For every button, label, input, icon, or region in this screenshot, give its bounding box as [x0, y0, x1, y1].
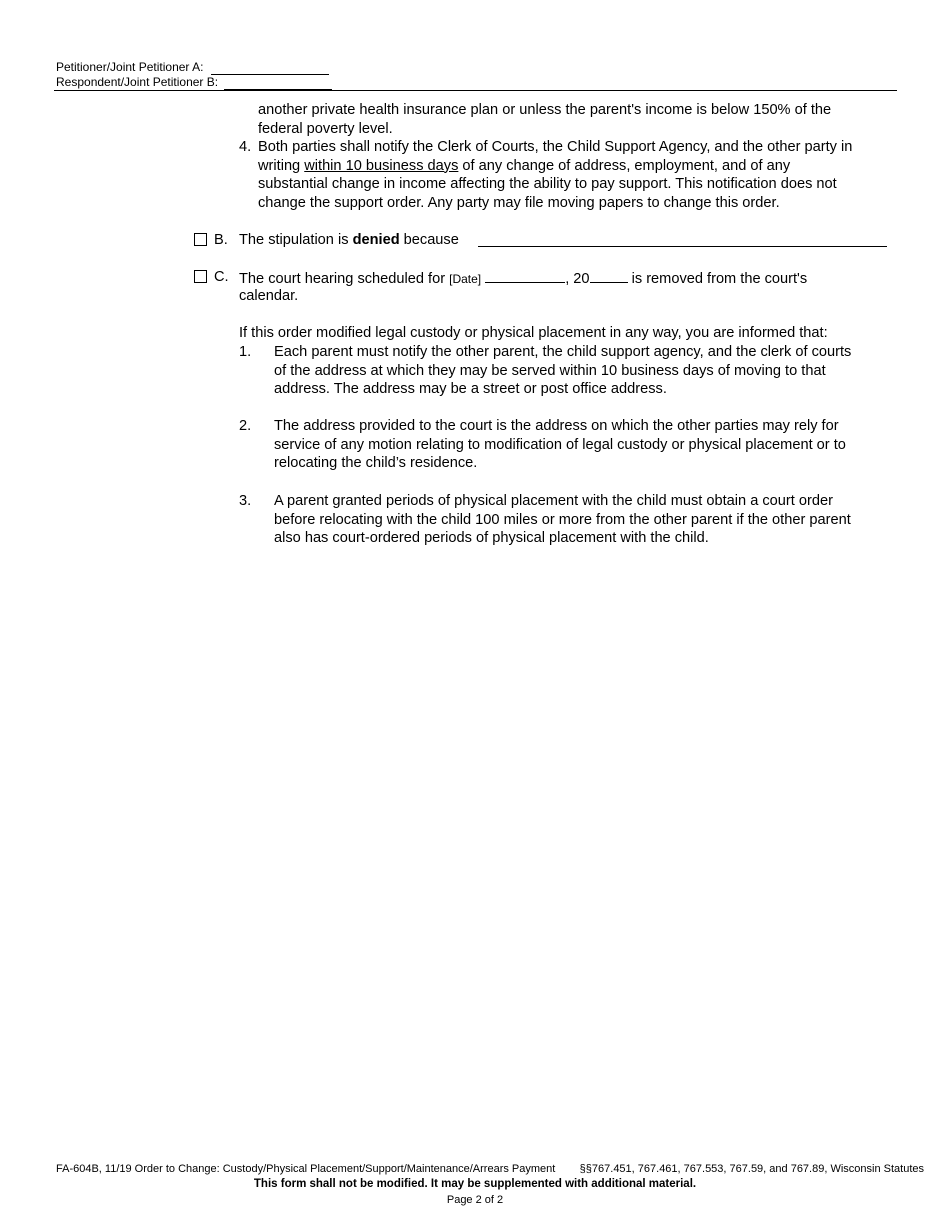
- notice-item-1-text: [274, 343, 899, 399]
- continued-line: another private health insurance plan or unless the parent's income is below 150% of the: [258, 102, 832, 118]
- notice-line: A parent granted periods of physical placement with the child must obtain a court order: [274, 493, 833, 509]
- hearing-year-field[interactable]: [590, 268, 628, 283]
- option-b-text: [239, 231, 459, 250]
- notice-item-1-number: 1.: [239, 344, 252, 360]
- notice-item-3-number: 3.: [239, 493, 252, 509]
- notice-line: The address provided to the court is the address on which the other parties may rely for: [274, 418, 839, 434]
- option-b-letter: B.: [214, 232, 228, 248]
- notice-line: Each parent must notify the other parent, the child support agency, and the clerk of courts: [274, 344, 852, 360]
- item-4-line: change the support order. Any party may file moving papers to change this order.: [258, 194, 780, 211]
- item-4-line: [258, 157, 898, 176]
- respondent-header: [56, 75, 332, 90]
- footer-form-id: FA-604B, 11/19 Order to Change: Custody/Physical Placement/Support/Maintenance/Arrears Payment: [56, 1163, 556, 1175]
- respondent-label: Respondent/Joint Petitioner B:: [56, 75, 219, 89]
- option-b-checkbox[interactable]: [194, 233, 207, 246]
- option-c-checkbox[interactable]: [194, 270, 207, 283]
- notice-line: before relocating with the child 100 miles or more from the other parent if the other parent: [274, 511, 851, 528]
- text-span: of any change of address, employment, and of any: [458, 157, 791, 174]
- notice-line: also has court-ordered periods of physical placement with the child.: [274, 530, 709, 547]
- continued-line: federal poverty level.: [258, 120, 393, 137]
- notice-item-2-text: [274, 417, 899, 473]
- option-c-text: [239, 268, 807, 289]
- denial-reason-field[interactable]: [478, 246, 887, 247]
- notice-line: service of any motion relating to modification of legal custody or physical placement or to: [274, 436, 846, 453]
- notice-intro: If this order modified legal custody or physical placement in any way, you are informed that:: [239, 325, 828, 341]
- item-4-number: 4.: [239, 139, 252, 155]
- header-divider: [54, 90, 897, 91]
- continued-paragraph: [258, 101, 898, 138]
- footer-statutes: §§767.451, 767.461, 767.553, 767.59, and 767.89, Wisconsin Statutes: [579, 1163, 924, 1175]
- footer-warning: This form shall not be modified. It may be supplemented with additional material.: [253, 1178, 697, 1190]
- notice-line: of the address at which they may be served within 10 business days of moving to that: [274, 362, 826, 379]
- text-span: , 20: [565, 271, 590, 287]
- item-4-text: [258, 138, 898, 212]
- date-label: [Date]: [449, 272, 482, 286]
- option-c-line2: calendar.: [239, 288, 299, 304]
- text-span: writing: [258, 157, 305, 174]
- item-4-line: substantial change in income affecting the ability to pay support. This notification does not: [258, 176, 837, 193]
- item-4-line: Both parties shall notify the Clerk of Courts, the Child Support Agency, and the other party in: [258, 139, 853, 155]
- petitioner-header: [56, 60, 329, 75]
- petitioner-label: Petitioner/Joint Petitioner A:: [56, 60, 204, 74]
- hearing-date-field[interactable]: [485, 268, 565, 283]
- text-span: because: [399, 232, 459, 248]
- text-span: is removed from the court's: [627, 271, 808, 287]
- notice-item-3-text: [274, 492, 899, 548]
- denied-emphasis: denied: [352, 232, 400, 248]
- page-number: Page 2 of 2: [446, 1194, 504, 1206]
- notice-line: relocating the child’s residence.: [274, 455, 478, 472]
- notice-item-2-number: 2.: [239, 418, 252, 434]
- text-span: The stipulation is: [239, 232, 353, 248]
- text-span: The court hearing scheduled for: [239, 271, 450, 287]
- notice-line: address. The address may be a street or post office address.: [274, 381, 667, 398]
- underlined-deadline: within 10 business days: [304, 157, 459, 174]
- option-c-letter: C.: [214, 269, 229, 285]
